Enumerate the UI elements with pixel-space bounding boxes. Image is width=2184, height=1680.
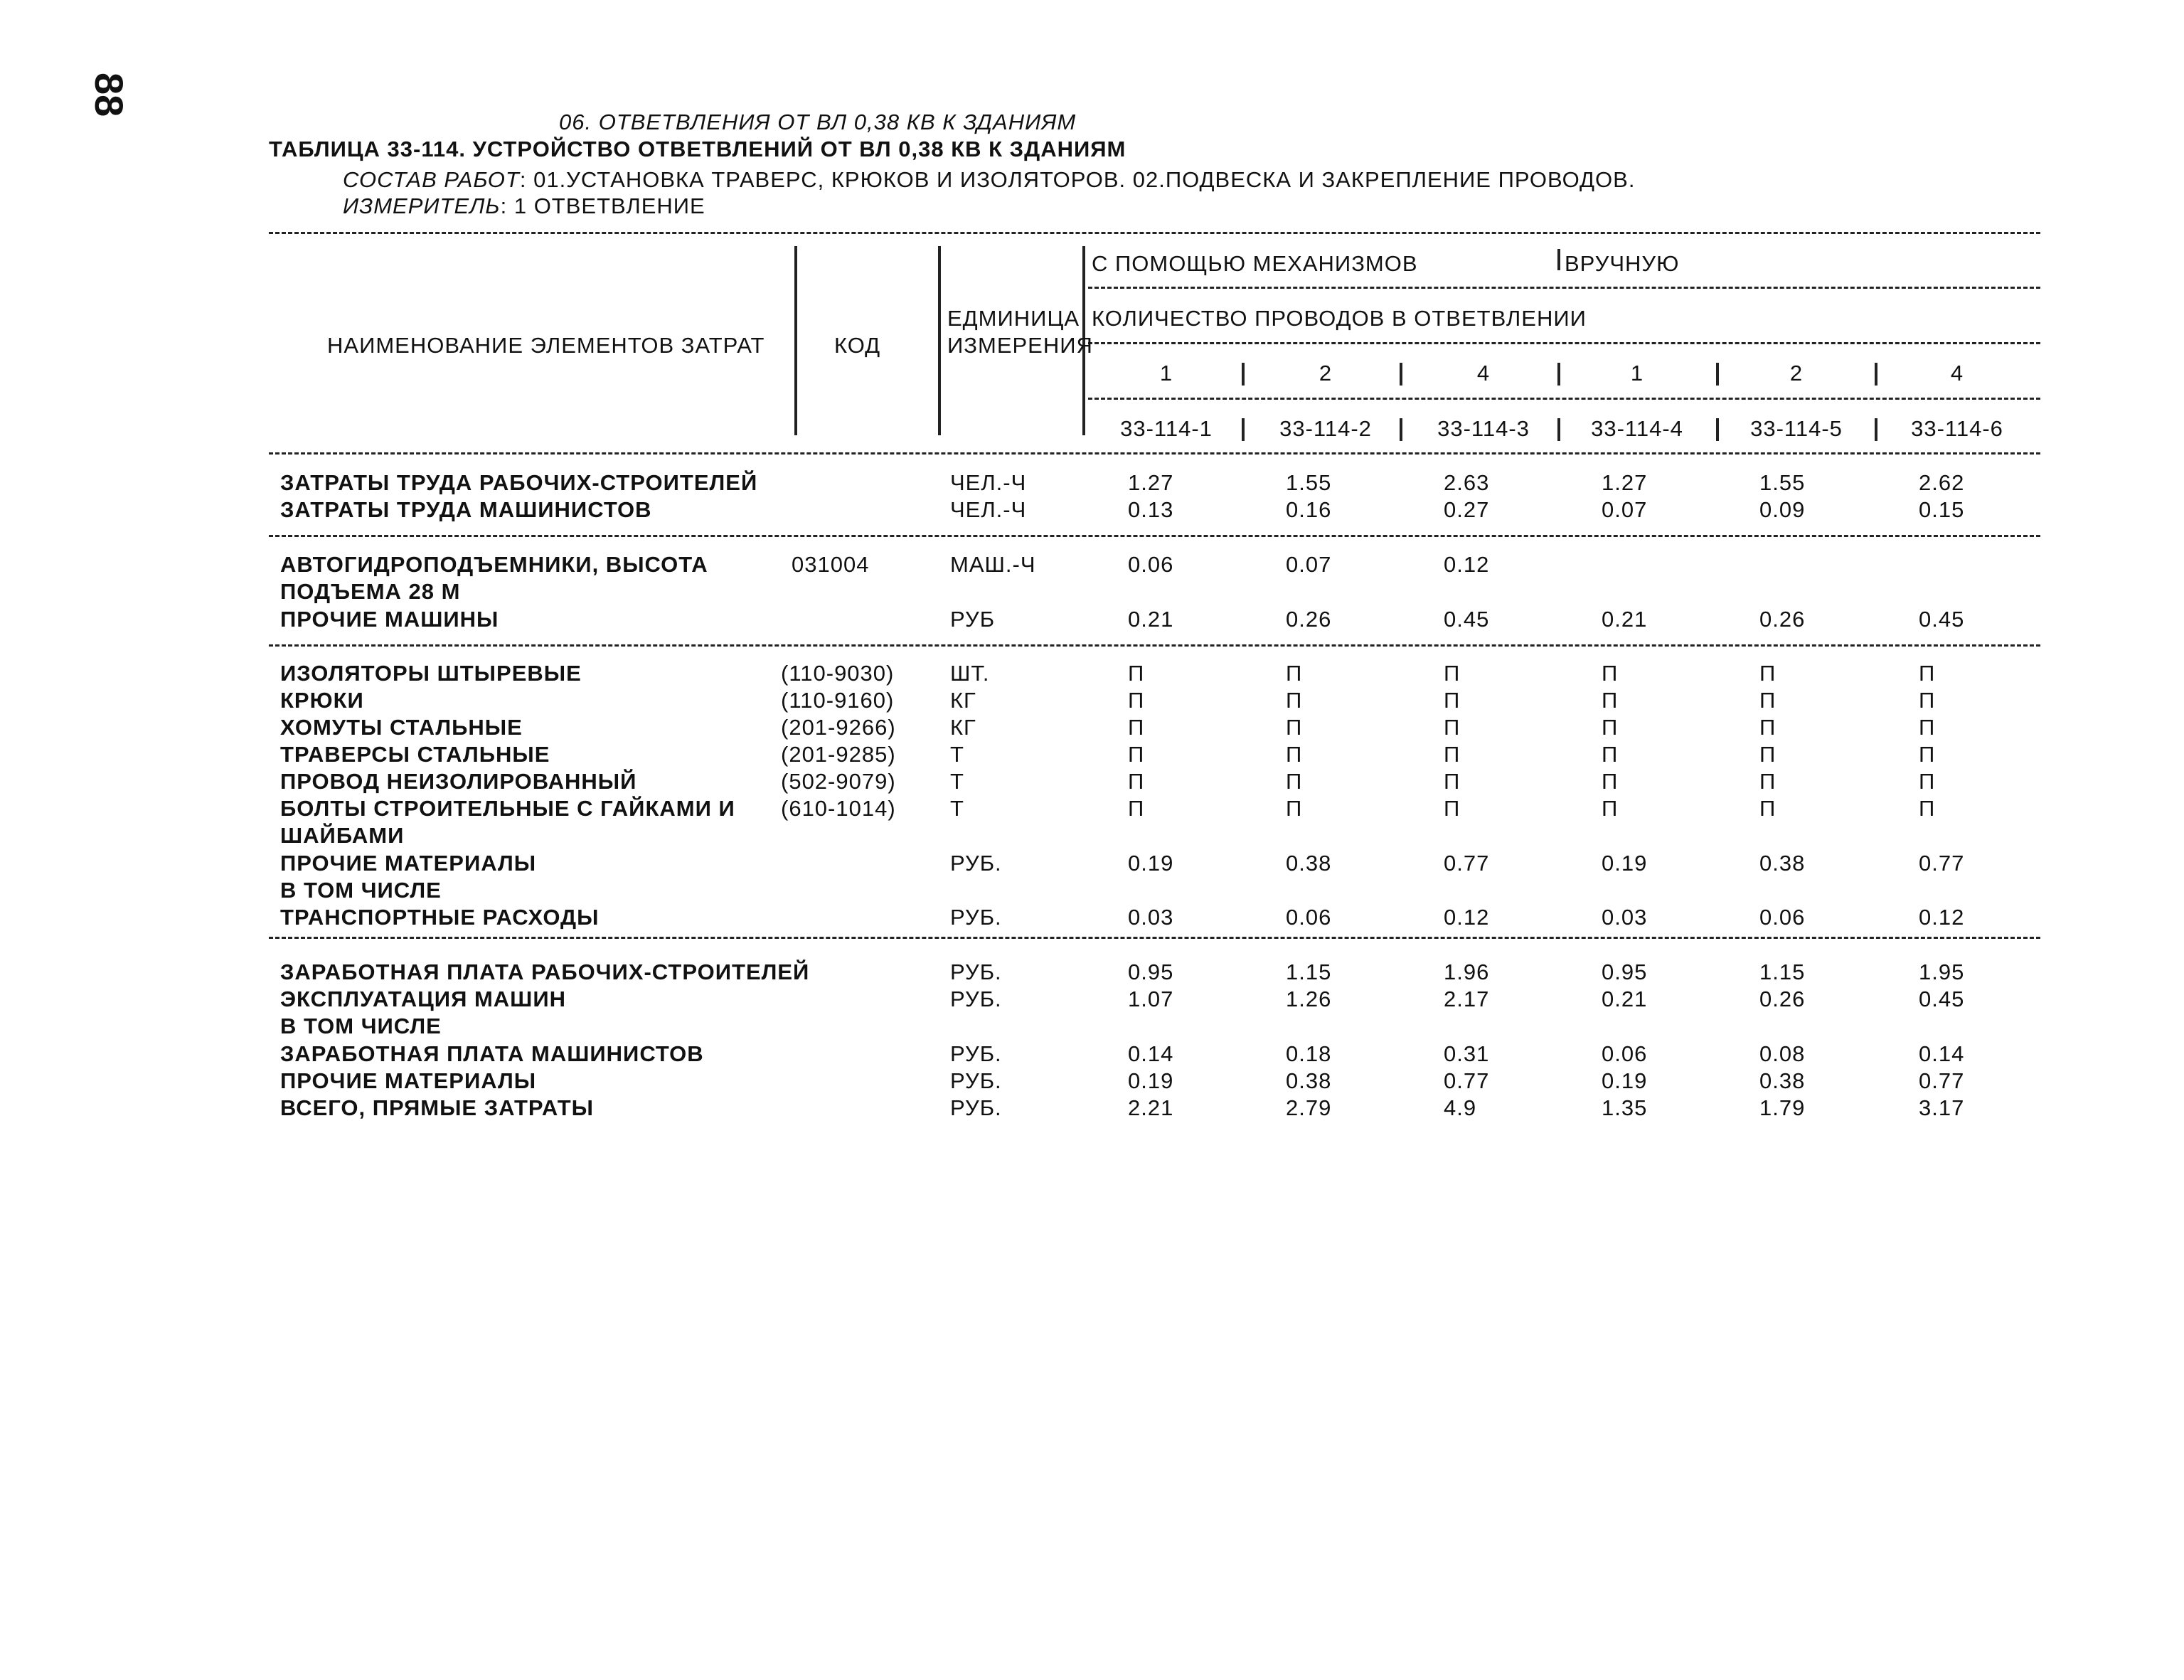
row-name: ПРОВОД НЕИЗОЛИРОВАННЫЙ [280, 769, 637, 794]
row-name: ТРАВЕРСЫ СТАЛЬНЫЕ [280, 742, 550, 767]
row-value: П [1919, 796, 1936, 821]
row-value: 0.21 [1602, 987, 1648, 1011]
column-divider [1875, 363, 1877, 386]
row-name: ВСЕГО, ПРЯМЫЕ ЗАТРАТЫ [280, 1095, 594, 1120]
row-value: 0.19 [1602, 851, 1648, 876]
row-value: 0.03 [1128, 905, 1174, 930]
header-wires-count: КОЛИЧЕСТВО ПРОВОДОВ В ОТВЕТВЛЕНИИ [1092, 306, 1587, 331]
divider-rule [269, 937, 2040, 939]
row-name: ЭКСПЛУАТАЦИЯ МАШИН [280, 987, 567, 1011]
row-value: П [1919, 769, 1936, 794]
header-table-code: 33-114-4 [1591, 416, 1683, 441]
row-value: 1.26 [1286, 987, 1332, 1011]
row-name: КРЮКИ [280, 688, 364, 713]
row-value: 0.45 [1444, 607, 1490, 632]
header-rule [1088, 287, 2040, 289]
header-table-code: 33-114-3 [1437, 416, 1530, 441]
row-value: 0.19 [1128, 1068, 1174, 1093]
row-value: 0.31 [1444, 1041, 1490, 1066]
row-unit: РУБ. [950, 1068, 1002, 1093]
row-value: 0.27 [1444, 497, 1490, 522]
column-divider [938, 246, 941, 435]
row-value: 0.26 [1759, 607, 1806, 632]
row-value: 0.06 [1602, 1041, 1648, 1066]
row-name: ХОМУТЫ СТАЛЬНЫЕ [280, 715, 523, 740]
row-name: ЗАРАБОТНАЯ ПЛАТА РАБОЧИХ-СТРОИТЕЛЕЙ [280, 959, 810, 984]
row-value: 1.55 [1286, 470, 1332, 495]
row-code: (201-9266) [781, 715, 896, 740]
divider-rule [269, 535, 2040, 537]
column-divider [1875, 418, 1877, 441]
row-name: ПРОЧИЕ МАТЕРИАЛЫ [280, 851, 537, 876]
page-number: 88 [87, 73, 132, 117]
row-value: 2.79 [1286, 1095, 1332, 1120]
row-name: В ТОМ ЧИСЛЕ [280, 1014, 442, 1038]
meter-label: ИЗМЕРИТЕЛЬ [343, 193, 501, 218]
row-unit: ЧЕЛ.-Ч [950, 497, 1027, 522]
row-value: 0.03 [1602, 905, 1648, 930]
row-value: 0.12 [1444, 905, 1490, 930]
meter [343, 193, 705, 219]
row-value: 2.63 [1444, 470, 1490, 495]
row-value: П [1602, 715, 1619, 740]
row-value: 0.06 [1759, 905, 1806, 930]
table-top-rule [269, 232, 2040, 234]
row-unit: РУБ. [950, 905, 1002, 930]
row-value: П [1128, 688, 1145, 713]
row-value: П [1602, 661, 1619, 686]
row-name: ИЗОЛЯТОРЫ ШТЫРЕВЫЕ [280, 661, 582, 686]
row-value: П [1286, 796, 1303, 821]
row-value: 0.77 [1444, 1068, 1490, 1093]
row-code: (201-9285) [781, 742, 896, 767]
row-value: 0.14 [1919, 1041, 1965, 1066]
row-value: 0.21 [1128, 607, 1174, 632]
row-value: 0.77 [1919, 1068, 1965, 1093]
header-table-code: 33-114-2 [1279, 416, 1372, 441]
row-value: П [1759, 661, 1777, 686]
row-unit: РУБ. [950, 1041, 1002, 1066]
header-name: НАИМЕНОВАНИЕ ЭЛЕМЕНТОВ ЗАТРАТ [327, 333, 765, 358]
row-unit: КГ [950, 688, 976, 713]
row-name: ПРОЧИЕ МАТЕРИАЛЫ [280, 1068, 537, 1093]
row-value: П [1128, 715, 1145, 740]
row-name: ЗАТРАТЫ ТРУДА РАБОЧИХ-СТРОИТЕЛЕЙ [280, 470, 758, 495]
row-value: П [1286, 769, 1303, 794]
row-value: П [1128, 661, 1145, 686]
row-code: (110-9160) [781, 688, 895, 713]
row-value: 2.17 [1444, 987, 1490, 1011]
row-value: П [1759, 769, 1777, 794]
row-value: П [1919, 715, 1936, 740]
row-value: 1.15 [1286, 959, 1332, 984]
row-code: (110-9030) [781, 661, 895, 686]
row-value: П [1444, 661, 1461, 686]
row-name: В ТОМ ЧИСЛЕ [280, 878, 442, 903]
column-divider [1400, 363, 1402, 386]
row-value: 1.27 [1602, 470, 1648, 495]
row-value: 0.18 [1286, 1041, 1332, 1066]
row-value: П [1919, 742, 1936, 767]
row-value: 0.12 [1919, 905, 1965, 930]
row-value: П [1602, 796, 1619, 821]
row-value: 0.26 [1759, 987, 1806, 1011]
divider-rule [269, 644, 2040, 647]
column-divider [1242, 418, 1245, 441]
row-unit: Т [950, 769, 964, 794]
row-unit: МАШ.-Ч [950, 552, 1036, 577]
header-rule [1088, 398, 2040, 400]
header-wire-number: 4 [1950, 361, 1964, 386]
row-value: 0.38 [1759, 851, 1806, 876]
column-divider [794, 246, 797, 435]
column-divider [1557, 418, 1560, 441]
row-value: 3.17 [1919, 1095, 1965, 1120]
row-value: 0.12 [1444, 552, 1490, 577]
row-value: 0.77 [1919, 851, 1965, 876]
row-value: П [1444, 715, 1461, 740]
row-value: 0.95 [1602, 959, 1648, 984]
header-table-code: 33-114-5 [1750, 416, 1843, 441]
composition-label: СОСТАВ РАБОТ [343, 167, 520, 192]
row-unit: Т [950, 742, 964, 767]
row-value: 1.07 [1128, 987, 1174, 1011]
row-code: 031004 [792, 552, 870, 577]
table-title: ТАБЛИЦА 33-114. УСТРОЙСТВО ОТВЕТВЛЕНИЙ ОТ ВЛ 0,38 КВ К ЗДАНИЯМ [269, 137, 1126, 161]
row-value: П [1602, 742, 1619, 767]
column-divider [1716, 363, 1719, 386]
row-value: 1.55 [1759, 470, 1806, 495]
row-value: П [1919, 688, 1936, 713]
column-divider [1557, 363, 1560, 386]
header-unit: ИЗМЕРЕНИЯ [947, 333, 1093, 358]
row-value: 0.38 [1286, 851, 1332, 876]
composition-text: : 01.УСТАНОВКА ТРАВЕРС, КРЮКОВ И ИЗОЛЯТОРОВ. 02.ПОДВЕСКА И ЗАКРЕПЛЕНИЕ ПРОВОДОВ. [519, 167, 1636, 192]
row-unit: КГ [950, 715, 976, 740]
row-unit: РУБ. [950, 987, 1002, 1011]
row-value: П [1759, 688, 1777, 713]
header-wire-number: 1 [1159, 361, 1173, 386]
row-value: 0.19 [1602, 1068, 1648, 1093]
header-group-mech: С ПОМОЩЬЮ МЕХАНИЗМОВ [1092, 251, 1418, 276]
row-value: П [1602, 688, 1619, 713]
row-name: БОЛТЫ СТРОИТЕЛЬНЫЕ С ГАЙКАМИ И [280, 796, 735, 821]
column-divider [1557, 249, 1560, 270]
row-name: ПОДЪЕМА 28 М [280, 579, 461, 604]
header-wire-number: 2 [1789, 361, 1804, 386]
row-value: П [1759, 796, 1777, 821]
row-code: (610-1014) [781, 796, 896, 821]
row-name: АВТОГИДРОПОДЪЕМНИКИ, ВЫСОТА [280, 552, 708, 577]
row-unit: ШТ. [950, 661, 990, 686]
row-value: 0.38 [1286, 1068, 1332, 1093]
header-wire-number: 2 [1319, 361, 1333, 386]
row-value: П [1286, 688, 1303, 713]
row-value: 0.45 [1919, 987, 1965, 1011]
row-value: 1.15 [1759, 959, 1806, 984]
row-value: П [1128, 796, 1145, 821]
row-value: 0.06 [1128, 552, 1174, 577]
row-value: 1.27 [1128, 470, 1174, 495]
row-value: 2.21 [1128, 1095, 1174, 1120]
row-value: П [1602, 769, 1619, 794]
row-value: 0.16 [1286, 497, 1332, 522]
row-value: П [1444, 769, 1461, 794]
row-value: 1.35 [1602, 1095, 1648, 1120]
row-value: 0.38 [1759, 1068, 1806, 1093]
row-unit: Т [950, 796, 964, 821]
column-divider [1400, 418, 1402, 441]
column-divider [1242, 363, 1245, 386]
row-value: 0.08 [1759, 1041, 1806, 1066]
row-name: ЗАРАБОТНАЯ ПЛАТА МАШИНИСТОВ [280, 1041, 704, 1066]
row-value: 0.26 [1286, 607, 1332, 632]
row-value: 0.45 [1919, 607, 1965, 632]
row-value: П [1444, 688, 1461, 713]
row-value: 0.07 [1286, 552, 1332, 577]
row-name: ТРАНСПОРТНЫЕ РАСХОДЫ [280, 905, 600, 930]
row-value: П [1919, 661, 1936, 686]
header-bottom-rule [269, 452, 2040, 454]
row-value: 0.06 [1286, 905, 1332, 930]
header-table-code: 33-114-6 [1911, 416, 2003, 441]
row-value: 0.09 [1759, 497, 1806, 522]
row-value: 0.95 [1128, 959, 1174, 984]
row-value: 0.19 [1128, 851, 1174, 876]
row-value: П [1128, 742, 1145, 767]
row-unit: РУБ. [950, 851, 1002, 876]
row-value: П [1444, 742, 1461, 767]
row-value: 4.9 [1444, 1095, 1477, 1120]
row-value: 2.62 [1919, 470, 1965, 495]
row-value: 0.07 [1602, 497, 1648, 522]
row-value: 0.15 [1919, 497, 1965, 522]
row-value: 0.77 [1444, 851, 1490, 876]
header-unit: ЕДМИНИЦА [947, 306, 1080, 331]
row-value: 1.79 [1759, 1095, 1806, 1120]
row-value: 1.95 [1919, 959, 1965, 984]
row-value: 1.96 [1444, 959, 1490, 984]
header-wire-number: 1 [1630, 361, 1644, 386]
row-unit: РУБ. [950, 959, 1002, 984]
row-name: ПРОЧИЕ МАШИНЫ [280, 607, 499, 632]
header-wire-number: 4 [1476, 361, 1491, 386]
row-name: ШАЙБАМИ [280, 823, 405, 848]
row-name: ЗАТРАТЫ ТРУДА МАШИНИСТОВ [280, 497, 652, 522]
row-unit: РУБ [950, 607, 996, 632]
row-unit: ЧЕЛ.-Ч [950, 470, 1027, 495]
meter-text: : 1 ОТВЕТВЛЕНИЕ [500, 193, 705, 218]
row-code: (502-9079) [781, 769, 896, 794]
row-value: П [1128, 769, 1145, 794]
row-value: П [1286, 661, 1303, 686]
header-rule [1088, 342, 2040, 344]
row-unit: РУБ. [950, 1095, 1002, 1120]
column-divider [1716, 418, 1719, 441]
section-title: 06. ОТВЕТВЛЕНИЯ ОТ ВЛ 0,38 КВ К ЗДАНИЯМ [559, 110, 1077, 134]
work-composition [343, 167, 1635, 193]
row-value: 0.21 [1602, 607, 1648, 632]
row-value: 0.14 [1128, 1041, 1174, 1066]
header-code: КОД [834, 333, 881, 358]
row-value: П [1759, 715, 1777, 740]
row-value: 0.13 [1128, 497, 1174, 522]
header-group-manual: ВРУЧНУЮ [1565, 251, 1680, 276]
row-value: П [1444, 796, 1461, 821]
header-table-code: 33-114-1 [1120, 416, 1213, 441]
row-value: П [1759, 742, 1777, 767]
row-value: П [1286, 742, 1303, 767]
row-value: П [1286, 715, 1303, 740]
